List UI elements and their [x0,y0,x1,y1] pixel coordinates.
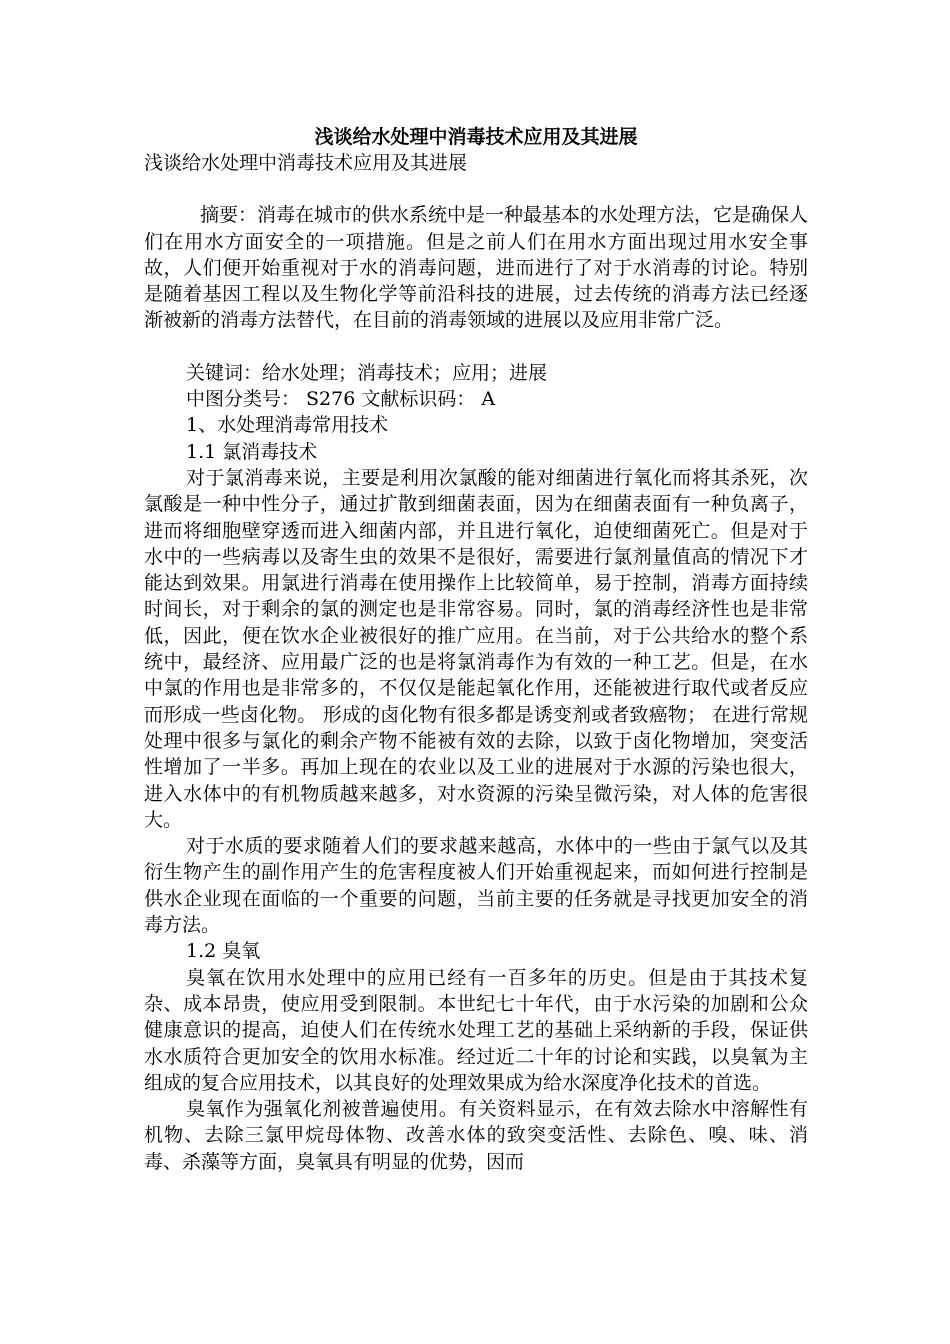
section-1-2-paragraph-1: 臭氧在饮用水处理中的应用已经有一百多年的历史。但是由于其技术复杂、成本昂贵，使应用受到限制。本世纪七十年代，由于水污染的加剧和公众健康意识的提高，迫使人们在传统水处理工艺的基础上采纳新的手段，保证供水水质符合更加安全的饮用水标准。经过近二十年的讨论和实践，以臭氧为主组成的复合应用技术，以其良好的处理效果成为给水深度净化技术的首选。 [144,966,808,1094]
section-1-1-paragraph-1: 对于氯消毒来说，主要是利用次氯酸的能对细菌进行氧化而将其杀死，次氯酸是一种中性分子，通过扩散到细菌表面，因为在细菌表面有一种负离子，进而将细胞壁穿透而进入细菌内部，并且进行氧化，迫使细菌死亡。但是对于水中的一些病毒以及寄生虫的效果不是很好，需要进行氯剂量值高的情况下才能达到效果。用氯进行消毒在使用操作上比较简单，易于控制，消毒方面持续时间长，对于剩余的氯的测定也是非常容易。同时，氯的消毒经济性也是非常低，因此，便在饮水企业被很好的推广应用。在当前，对于公共给水的整个系统中，最经济、应用最广泛的也是将氯消毒作为有效的一种工艺。但是，在水中氯的作用也是非常多的，不仅仅是能起氧化作用，还能被进行取代或者反应而形成一些卤化物。 形成的卤化物有很多都是诱变剂或者致癌物； 在进行常规处理中很多与氯化的剩余产物不能被有效的去除，以致于卤化物增加，突变活性增加了一半多。再加上现在的农业以及工业的进展对于水源的污染也很大，进入水体中的有机物质越来越多，对水资源的污染呈微污染，对人体的危害很大。 [144,466,808,831]
document-body [144,124,808,1175]
classification-line: 中图分类号： S276 文献标识码： A [186,388,496,411]
abstract-paragraph: 摘要：消毒在城市的供水系统中是一种最基本的水处理方法，它是确保人们在用水方面安全的一项措施。但是之前人们在用水方面出现过用水安全事故，人们便开始重视对于水的消毒问题，进而进行了对于水消毒的讨论。特别是随着基因工程以及生物化学等前沿科技的进展，过去传统的消毒方法已经逐渐被新的消毒方法替代，在目前的消毒领域的进展以及应用非常广泛。 [144,204,809,332]
section-1-1-heading: 1.1 氯消毒技术 [186,440,318,463]
section-1-1-paragraph-2: 对于水质的要求随着人们的要求越来越高，水体中的一些由于氯气以及其衍生物产生的副作用产生的危害程度被人们开始重视起来，而如何进行控制是供水企业现在面临的一个重要的问题，当前主要的任务就是寻找更加安全的消毒方法。 [144,835,808,937]
keywords-line: 关键词：给水处理；消毒技术；应用；进展 [186,361,548,384]
document-title: 浅谈给水处理中消毒技术应用及其进展 [314,126,638,148]
section-1-2-heading: 1.2 臭氧 [186,940,261,963]
section-1-2-paragraph-2: 臭氧作为强氧化剂被普遍使用。有关资料显示，在有效去除水中溶解性有机物、去除三氯甲烷母体物、改善水体的致突变活性、去除色、嗅、味、消毒、杀藻等方面，臭氧具有明显的优势，因而 [144,1098,808,1173]
section-1-heading: 1、水处理消毒常用技术 [186,414,389,437]
document-subtitle: 浅谈给水处理中消毒技术应用及其进展 [144,152,468,174]
spacer [144,334,808,360]
